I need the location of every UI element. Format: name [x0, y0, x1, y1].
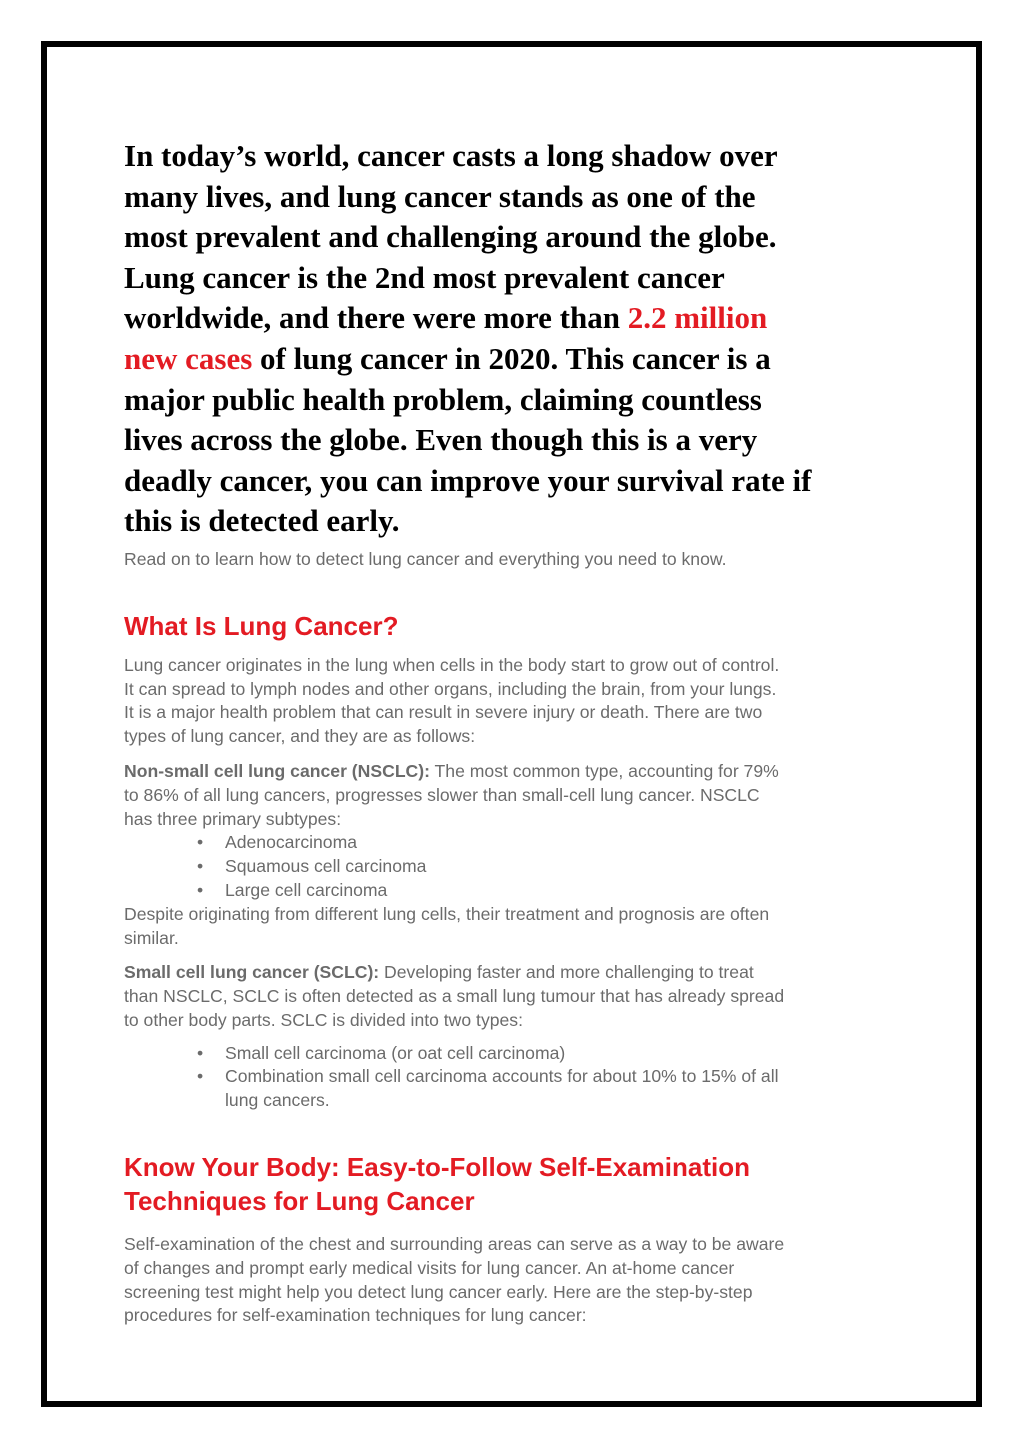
sclc-types-list — [124, 1042, 904, 1113]
list-item-text: Squamous cell carcinoma — [225, 856, 427, 877]
nsclc-term: Non-small cell lung cancer (NSCLC): — [124, 760, 430, 781]
bullet-icon: • — [197, 1066, 204, 1087]
list-item-text: Small cell carcinoma (or oat cell carcinoma) — [225, 1042, 566, 1063]
list-item — [124, 831, 904, 855]
list-item — [124, 1065, 904, 1113]
section-heading-self-examination: Know Your Body: Easy-to-Follow Self-Examination Techniques for Lung Cancer — [124, 1152, 750, 1217]
nsclc-description: The most common type, accounting for 79% to 86% of all lung cancers, progresses slower than small-cell lung cancer. NSCLC has three primary subtypes: — [124, 760, 779, 829]
sclc-term: Small cell lung cancer (SCLC): — [124, 962, 380, 983]
sclc-description: Developing faster and more challenging to treat than NSCLC, SCLC is often detected as a small lung tumour that has already spread to other body parts. SCLC is divided into two types: — [124, 962, 785, 1030]
list-item-text: Large cell carcinoma — [225, 879, 388, 900]
bullet-icon: • — [197, 879, 204, 900]
document-content — [124, 136, 904, 1328]
nsclc-paragraph — [124, 760, 904, 831]
bullet-icon: • — [197, 856, 204, 877]
self-examination-paragraph: Self-examination of the chest and surrounding areas can serve as a way to be aware of changes and prompt early medical visits for lung cancer. An at-home cancer screening test might help you detect lung cancer early. Here are the step-by-step procedures for self-examination techniques for lung cancer: — [124, 1234, 785, 1326]
intro-paragraph — [124, 136, 904, 542]
section-heading-what-is-lung-cancer: What Is Lung Cancer? — [124, 610, 399, 641]
intro-text-before: In today’s world, cancer casts a long shadow over many lives, and lung cancer stands as one of the most prevalent and challenging around the globe. Lung cancer is the 2nd most prevalent cancer worldwide, and there were more than — [124, 138, 778, 336]
nsclc-note-paragraph: Despite originating from different lung cells, their treatment and prognosis are often similar. — [124, 903, 770, 948]
lead-sentence: Read on to learn how to detect lung cancer and everything you need to know. — [124, 548, 727, 569]
nsclc-subtypes-list — [124, 831, 904, 902]
list-item — [124, 855, 904, 879]
list-item-text: Adenocarcinoma — [225, 832, 358, 853]
sclc-paragraph — [124, 961, 904, 1032]
list-item — [124, 879, 904, 903]
lung-cancer-definition-paragraph: Lung cancer originates in the lung when cells in the body start to grow out of control. It can spread to lymph nodes and other organs, including the brain, from your lungs. It is a major health problem that can result in severe injury or death. There are two types of lung cancer, and they are as follows: — [124, 654, 780, 747]
intro-text-after: of lung cancer in 2020. This cancer is a major public health problem, claiming countless lives across the globe. Even though this is a very deadly cancer, you can improve your survival rate if this is detected early. — [124, 340, 812, 539]
list-item — [124, 1042, 904, 1066]
bullet-icon: • — [197, 832, 204, 853]
bullet-icon: • — [197, 1042, 204, 1063]
list-item-text: Combination small cell carcinoma accounts for about 10% to 15% of all lung cancers. — [225, 1066, 779, 1111]
intro-highlight-stat: 2.2 million new cases — [124, 300, 768, 376]
